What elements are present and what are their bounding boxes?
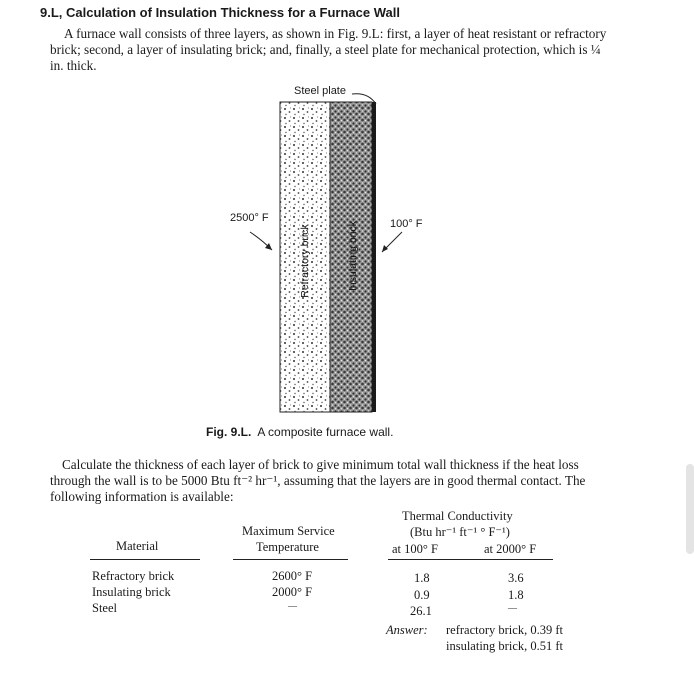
header-max-temp-1: Maximum Service [242,524,335,538]
row-temp-steel: — [288,601,297,611]
header-tc-at100: at 100° F [392,542,438,556]
question-paragraph: Calculate the thickness of each layer of brick to give minimum total wall thickness if the heat loss through the wall is to be 5000 Btu ft⁻² hr⁻¹, assuming that the layers are in good thermal contact. The following information is available: [50,457,586,504]
row-k2000-refractory: 3.6 [508,571,524,585]
answer-line-2: insulating brick, 0.51 ft [446,639,563,653]
refractory-brick-label: Refractory brick [299,224,311,298]
header-rule-material [90,559,200,560]
insulating-brick-label: Insulating brick [347,220,359,292]
scrollbar[interactable] [686,464,694,554]
figure-caption [206,425,393,439]
caption-number: Fig. 9.L. [206,425,252,439]
cold-temperature-label: 100° F [390,218,423,230]
answer-label: Answer: [386,623,428,637]
caption-text: A composite furnace wall. [257,425,394,439]
hot-temperature-label: 2500° F [230,212,269,224]
steel-plate-layer [372,102,376,412]
problem-title: 9.L, Calculation of Insulation Thickness for a Furnace Wall [40,5,400,20]
row-material-steel: Steel [92,601,117,615]
answer-line-1: refractory brick, 0.39 ft [446,623,563,637]
row-k100-insulating: 0.9 [414,588,430,602]
figure-9L [220,80,460,420]
header-max-temp-2: Temperature [256,540,319,554]
header-tc-at2000: at 2000° F [484,542,537,556]
row-temp-refractory: 2600° F [272,569,313,583]
header-rule-tc [388,559,553,560]
header-rule-temp [233,559,348,560]
header-tc-2: (Btu hr⁻¹ ft⁻¹ ° F⁻¹) [410,525,510,539]
composite-wall-diagram [220,80,460,420]
header-tc-1: Thermal Conductivity [402,509,513,523]
row-temp-insulating: 2000° F [272,585,313,599]
steel-plate-label: Steel plate [294,85,346,97]
row-material-insulating: Insulating brick [92,585,171,599]
row-k2000-steel: — [508,603,517,613]
header-material: Material [116,539,159,553]
row-k100-refractory: 1.8 [414,571,430,585]
row-material-refractory: Refractory brick [92,569,175,583]
row-k2000-insulating: 1.8 [508,588,524,602]
intro-paragraph: A furnace wall consists of three layers, as shown in Fig. 9.L: first, a layer of heat resistant or refractory brick; second, a layer of insulating brick; and, finally, a steel plate for mechanical protection, which is ¼ in. thick. [50,26,607,73]
row-k100-steel: 26.1 [410,604,432,618]
